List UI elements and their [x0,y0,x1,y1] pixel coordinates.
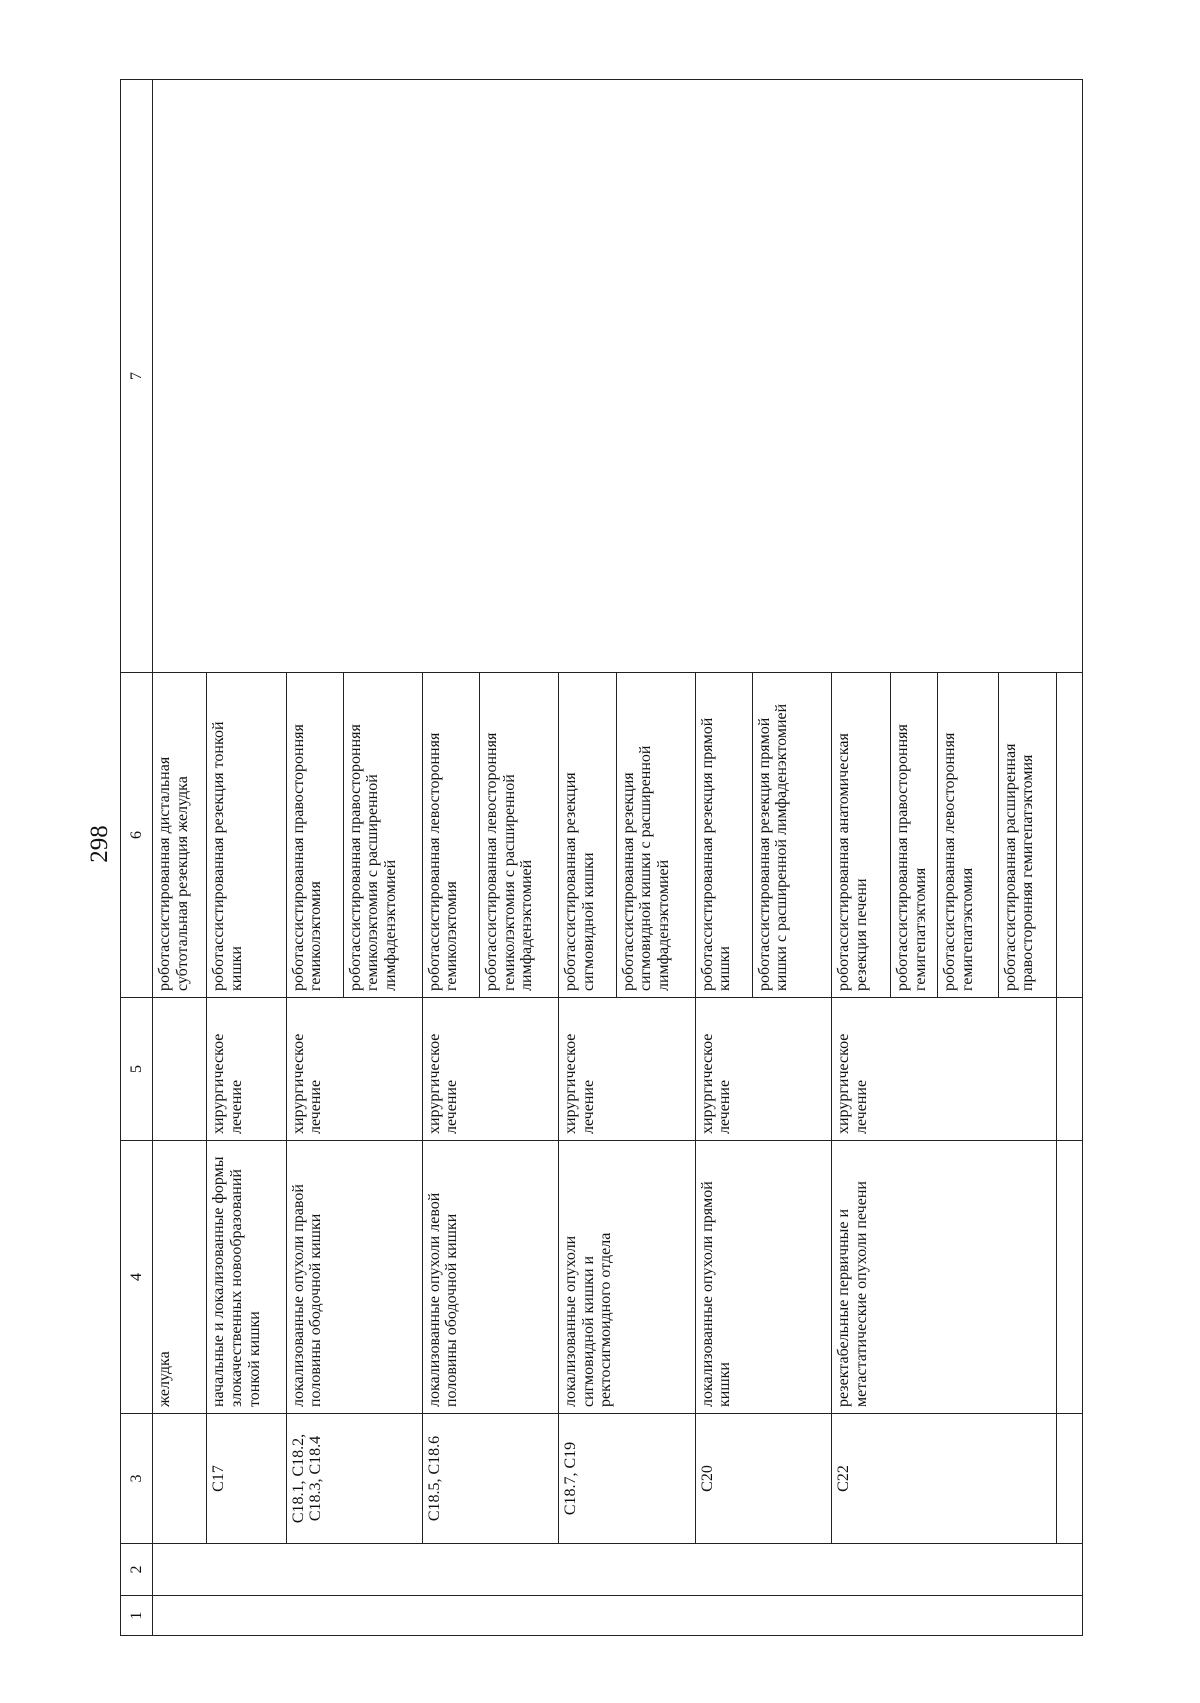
method-cell: роботассистированная резекция сигмовидной кишки [559,673,616,998]
column-1-cell [153,1596,1083,1636]
treatment-cell: хирургическое лечение [286,998,422,1141]
filler-cell [1056,998,1063,1141]
treatment-cell: хирургическое лечение [207,998,286,1141]
column-2-cell [153,1544,1083,1596]
filler-cell [1076,1141,1083,1414]
column-number: 3 [121,1414,153,1544]
treatment-cell: хирургическое лечение [559,998,695,1141]
condition-cell: локализованные опухоли сигмовидной кишки и ректосигмоидного отдела [559,1141,695,1414]
code-cell: C20 [695,1414,831,1544]
condition-cell: начальные и локализованные формы злокачественных новообразований тонкой кишки [207,1141,286,1414]
column-number: 2 [121,1544,153,1596]
condition-cell: локализованные опухоли прямой кишки [695,1141,831,1414]
method-cell: роботассистированная резекция сигмовидной кишки с расширенной лимфаденэктомией [616,673,695,998]
method-cell: роботассистированная анатомическая резекция печени [832,673,891,998]
filler-cell [1076,998,1083,1141]
method-cell: роботассистированная правосторонняя гемигепатэктомия [891,673,938,998]
condition-cell: резектабельные первичные и метастатические опухоли печени [832,1141,1057,1414]
column-7-cell [153,80,1083,673]
document-table [120,79,1083,1636]
treatment-cell: хирургическое лечение [695,998,831,1141]
condition-cell: желудка [153,1141,207,1414]
method-cell: роботассистированная расширенная правосторонняя гемигепатэктомия [998,673,1056,998]
method-cell: роботассистированная резекция тонкой кишки [207,673,286,998]
method-cell: роботассистированная резекция прямой кишки [695,673,752,998]
filler-cell [1076,673,1083,998]
code-cell [153,1414,207,1544]
method-cell: роботассистированная резекция прямой кишки с расширенной лимфаденэктомией [752,673,831,998]
method-cell: роботассистированная правосторонняя гемиколэктомия с расширенной лимфаденэктомией [343,673,422,998]
condition-cell: локализованные опухоли левой половины ободочной кишки [422,1141,558,1414]
method-cell: роботассистированная левосторонняя гемигепатэктомия [938,673,998,998]
table-row [153,80,207,1636]
column-number-row [121,80,153,1636]
method-cell: роботассистированная левосторонняя гемиколэктомия [422,673,479,998]
method-cell: роботассистированная дистальная субтотальная резекция желудка [153,673,207,998]
filler-cell [1056,1141,1063,1414]
code-cell: C22 [832,1414,1057,1544]
condition-cell: локализованные опухоли правой половины ободочной кишки [286,1141,422,1414]
method-cell: роботассистированная правосторонняя гемиколэктомия [286,673,343,998]
code-cell: C18.1, C18.2, C18.3, C18.4 [286,1414,422,1544]
code-cell: C18.5, C18.6 [422,1414,558,1544]
column-number: 7 [121,80,153,673]
column-number: 6 [121,673,153,998]
column-number: 1 [121,1596,153,1636]
filler-cell [1076,1414,1083,1544]
treatment-cell [153,998,207,1141]
filler-cell [1056,1414,1063,1544]
treatment-cell: хирургическое лечение [422,998,558,1141]
filler-cell [1056,673,1063,998]
code-cell: C17 [207,1414,286,1544]
column-number: 5 [121,998,153,1141]
treatment-cell: хирургическое лечение [832,998,1057,1141]
method-cell: роботассистированная левосторонняя гемиколэктомия с расширенной лимфаденэктомией [480,673,559,998]
page-number: 298 [86,825,113,863]
code-cell: C18.7, C19 [559,1414,695,1544]
rotated-table-wrapper [120,80,1083,1636]
column-number: 4 [121,1141,153,1414]
